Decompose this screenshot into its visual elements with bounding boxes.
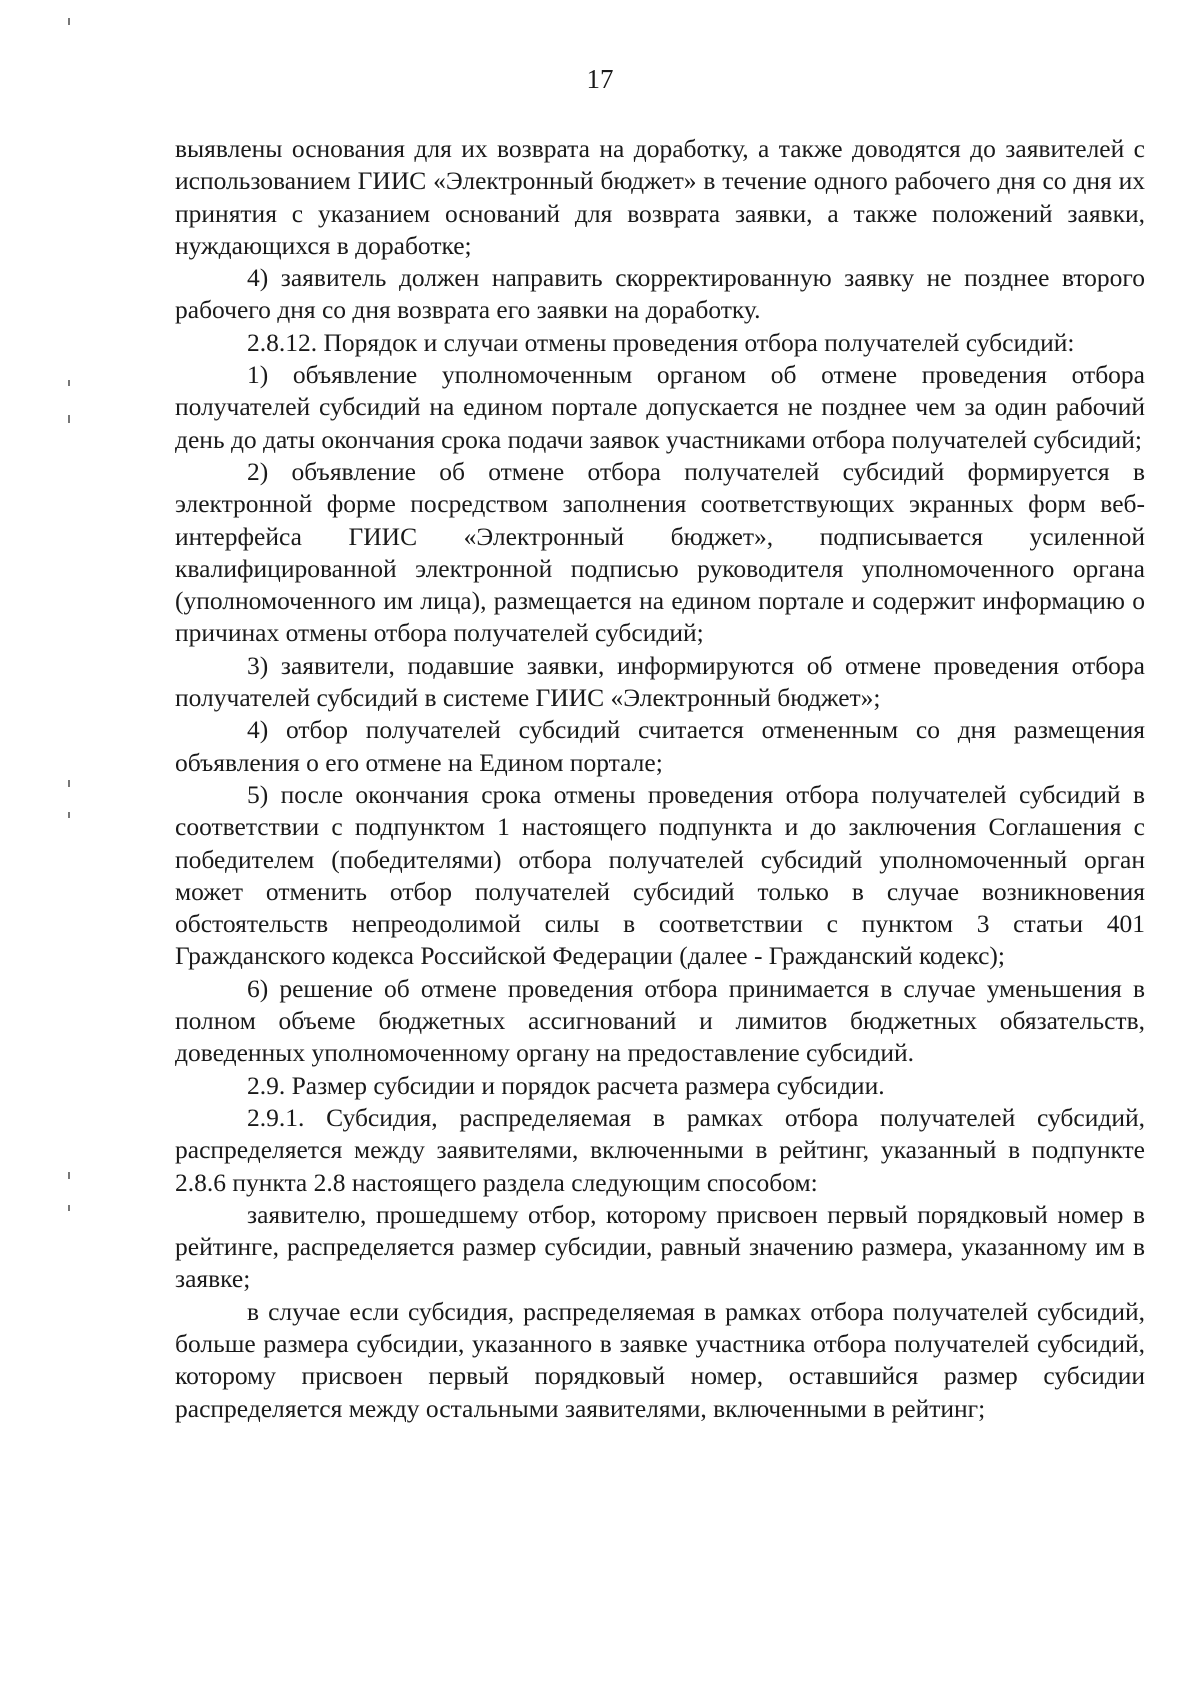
paragraph: 2.9. Размер субсидии и порядок расчета размера субсидии. [247,1070,885,1100]
paragraph: 5) после окончания срока отмены проведения отбора получателей субсидий в соответствии с подпунктом 1 настоящего подпункта и до заключения Соглашения с победителем (победителями) отбора получателей субсидий уполномоченный орган может отменить отбор получателей субсидий только в случае возникновения обстоятельств непреодолимой силы в соответствии с пунктом 3 статьи 401 Гражданского кодекса Российской Федерации (далее - Гражданский кодекс); [175,779,1145,971]
paragraph: 4) заявитель должен направить скорректированную заявку не позднее второго рабочего дня со дня возврата его заявки на доработку. [175,263,1145,325]
scan-mark [68,780,70,787]
scan-mark [68,812,70,818]
scan-mark [68,1205,70,1211]
paragraph: в случае если субсидия, распределяемая в рамках отбора получателей субсидий, больше размера субсидии, указанного в заявке участника отбора получателей субсидий, которому присвоен первый порядковый номер, оставшийся размер субсидии распределяется между остальными заявителями, включенными в рейтинг; [175,1296,1145,1423]
page-number: 17 [586,64,614,94]
paragraph: 3) заявители, подавшие заявки, информируются об отмене проведения отбора получателей субсидий в системе ГИИС «Электронный бюджет»; [175,650,1145,713]
paragraph: выявлены основания для их возврата на доработку, а также доводятся до заявителей с использованием ГИИС «Электронный бюджет» в течение одного рабочего дня со дня их принятия с указанием оснований для возврата заявки, а также положений заявки, нуждающихся в доработке; [175,134,1145,260]
paragraph: 2.9.1. Субсидия, распределяемая в рамках отбора получателей субсидий, распределяется между заявителями, включенными в рейтинг, указанный в подпункте 2.8.6 пункта 2.8 настоящего раздела следующим способом: [175,1102,1145,1197]
scan-mark [68,18,70,25]
scan-mark [68,415,70,423]
paragraph: 2) объявление об отмене отбора получателей субсидий формируется в электронной форме посредством заполнения соответствующих экранных форм веб-интерфейса ГИИС «Электронный бюджет», подписывается усиленной квалифицированной электронной подписью руководителя уполномоченного органа (уполномоченного им лица), размещается на едином портале и содержит информацию о причинах отмены отбора получателей субсидий; [175,456,1145,648]
scan-mark [68,380,70,386]
paragraph: 6) решение об отмене проведения отбора принимается в случае уменьшения в полном объеме бюджетных ассигнований и лимитов бюджетных обязательств, доведенных уполномоченному органу на предоставление субсидий. [175,973,1145,1068]
paragraph: заявителю, прошедшему отбор, которому присвоен первый порядковый номер в рейтинге, распределяется размер субсидии, равный значению размера, указанному им в заявке; [175,1199,1145,1294]
paragraph: 1) объявление уполномоченным органом об отмене проведения отбора получателей субсидий на едином портале допускается не позднее чем за один рабочий день до даты окончания срока подачи заявок участниками отбора получателей субсидий; [175,360,1145,454]
scan-mark [68,1172,70,1179]
paragraph: 2.8.12. Порядок и случаи отмены проведения отбора получателей субсидий: [247,327,1075,357]
paragraph: 4) отбор получателей субсидий считается отмененным со дня размещения объявления о его отмене на Едином портале; [175,715,1145,777]
document-body [175,133,1145,1425]
